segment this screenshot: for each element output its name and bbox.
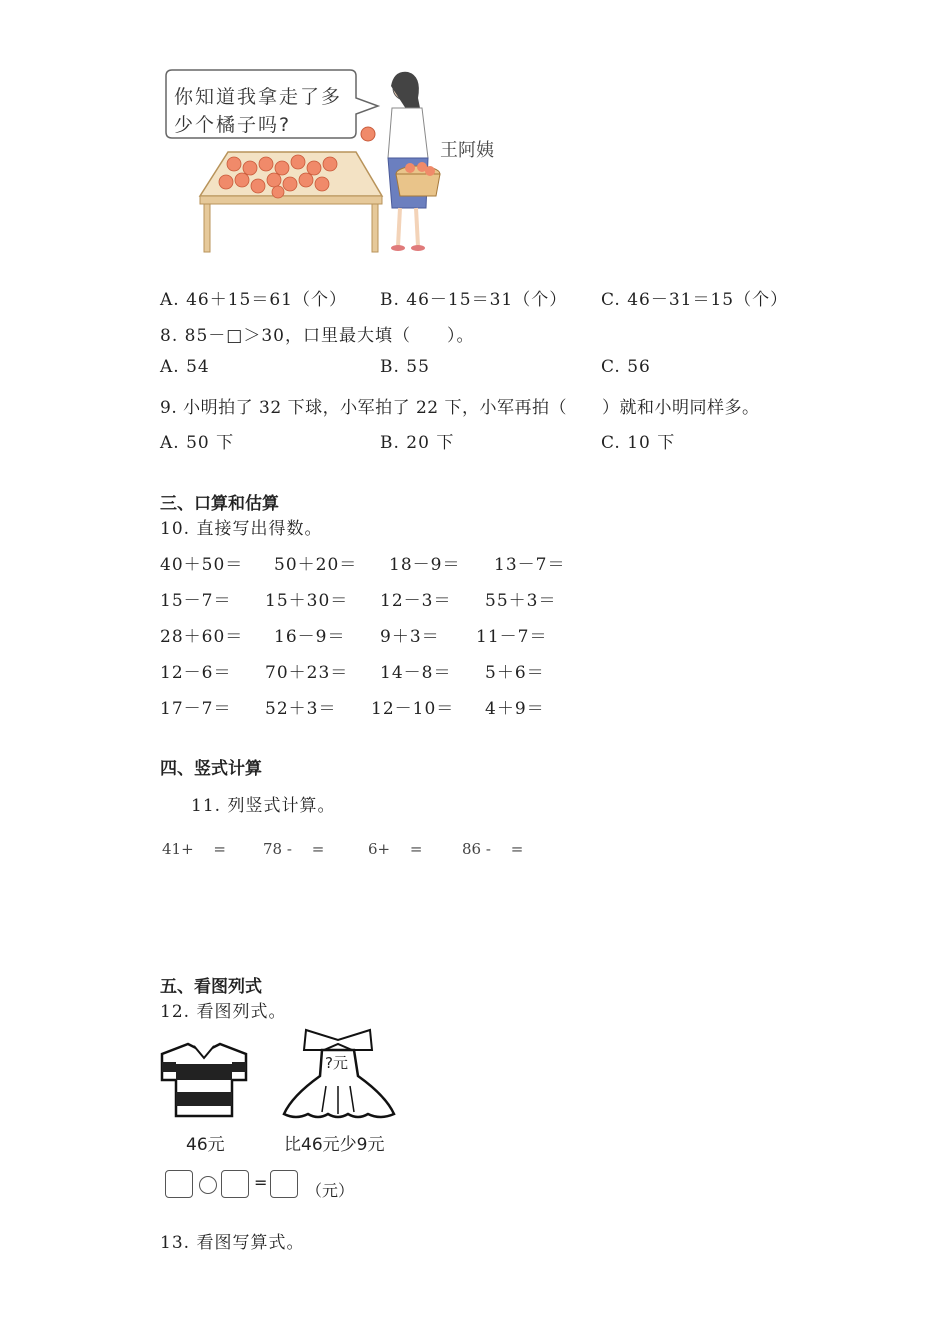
calc-r4-c1: 52＋3＝	[265, 699, 337, 719]
calc-r1-c2: 12－3＝	[380, 591, 452, 611]
dress-caption: 比46元少9元	[284, 1135, 385, 1155]
answer-box-3[interactable]	[270, 1170, 298, 1198]
calc-r3-c3: 5＋6＝	[485, 663, 545, 683]
answer-box-2[interactable]	[221, 1170, 249, 1198]
q11-stem: 11. 列竖式计算。	[191, 796, 336, 816]
equals-sign: =	[254, 1173, 268, 1192]
calc-r0-c0: 40＋50＝	[160, 555, 244, 575]
calc-r4-c3: 4＋9＝	[485, 699, 545, 719]
q12-stem: 12. 看图列式。	[160, 1002, 287, 1022]
q8-option-b: B. 55	[380, 357, 430, 377]
q10-stem: 10. 直接写出得数。	[160, 519, 323, 539]
q8-option-a: A. 54	[160, 357, 210, 377]
q8-stem: 8. 85－□＞30，口里最大填（ ）。	[160, 326, 475, 346]
q13-stem: 13. 看图写算式。	[160, 1233, 305, 1253]
calc-r0-c2: 18－9＝	[389, 555, 461, 575]
calc-r4-c0: 17－7＝	[160, 699, 232, 719]
shirt-picture	[158, 1040, 250, 1120]
calc-r4-c2: 12－10＝	[371, 699, 455, 719]
calc-r2-c2: 9＋3＝	[380, 627, 440, 647]
calc-r1-c3: 55＋3＝	[485, 591, 557, 611]
q9-option-a: A. 50 下	[160, 433, 235, 453]
section3-title: 三、口算和估算	[160, 494, 279, 514]
dress-question: ?元	[325, 1054, 348, 1072]
operator-circle[interactable]	[199, 1176, 217, 1194]
vertical-calc-4: 86 - =	[462, 840, 524, 858]
q8-option-c: C. 56	[601, 357, 651, 377]
vertical-calc-3: 6+ =	[368, 840, 423, 858]
calc-r0-c3: 13－7＝	[494, 555, 566, 575]
speech-line-2: 少个橘子吗?	[174, 114, 292, 136]
dress-picture	[282, 1026, 396, 1122]
calc-r3-c2: 14－8＝	[380, 663, 452, 683]
calc-r2-c0: 28＋60＝	[160, 627, 244, 647]
calc-r0-c1: 50＋20＝	[274, 555, 358, 575]
speech-line-1: 你知道我拿走了多	[174, 86, 343, 108]
calc-r2-c1: 16－9＝	[274, 627, 346, 647]
shirt-price: 46元	[186, 1135, 225, 1155]
q9-stem: 9. 小明拍了 32 下球，小军拍了 22 下，小军再拍（ ）就和小明同样多。	[160, 398, 760, 418]
calc-r3-c0: 12－6＝	[160, 663, 232, 683]
section4-title: 四、竖式计算	[160, 759, 262, 779]
calc-r1-c0: 15－7＝	[160, 591, 232, 611]
q7-option-c: C. 46－31＝15（个）	[601, 290, 789, 310]
calc-r2-c3: 11－7＝	[476, 627, 548, 647]
vertical-calc-1: 41+ =	[162, 840, 226, 858]
q7-option-a: A. 46＋15＝61（个）	[160, 290, 347, 310]
q7-option-b: B. 46－15＝31（个）	[380, 290, 568, 310]
calc-r1-c1: 15＋30＝	[265, 591, 349, 611]
vertical-calc-2: 78 - =	[263, 840, 325, 858]
q9-option-c: C. 10 下	[601, 433, 676, 453]
person-label: 王阿姨	[440, 140, 494, 161]
calc-r3-c1: 70＋23＝	[265, 663, 349, 683]
q9-option-b: B. 20 下	[380, 433, 455, 453]
unit-label: （元）	[306, 1181, 355, 1200]
answer-box-1[interactable]	[165, 1170, 193, 1198]
section5-title: 五、看图列式	[160, 977, 262, 997]
